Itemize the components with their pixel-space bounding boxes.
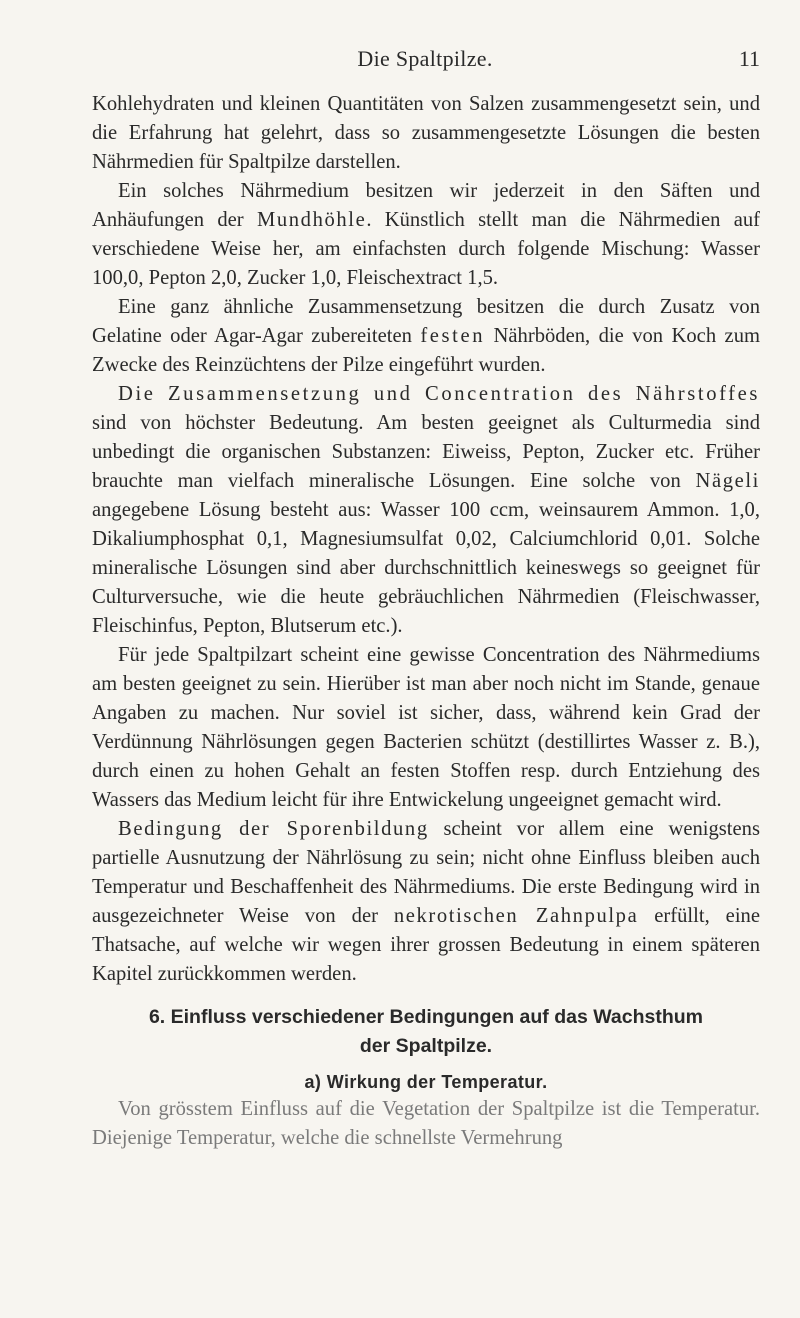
emphasis-sporenbildung: Bedingung der Sporenbildung [118,818,429,840]
paragraph-6-text-d: erfüllt, eine Thatsache, auf welche wir wegen ihrer grossen Bedeutung in einem späteren Kapitel zurückkommen werden. [92,905,760,985]
paragraph-4-text-d: angegebene Lösung besteht aus: Wasser 100 ccm, weinsaurem Ammon. 1,0, Dikaliumphosphat 0,1, Magnesiumsulfat 0,02, Calciumchlorid 0,01. Solche mineralische Lösungen sind aber durchschnittlich keineswegs so geeignet für Culturversuche, wie die heute gebräuchlichen Nährmedien (Fleischwasser, Fleischinfus, Pepton, Blutserum etc.). [92,499,760,637]
paragraph-6 [92,815,760,989]
paragraph-2-text-a: Ein solches Nährmedium besitzen wir jederzeit in den Säften und Anhäufungen der [92,180,760,231]
paragraph-2-text-c: . Künstlich stellt man die Nährmedien auf verschiedene Weise her, am einfachsten durch folgende Mischung: Wasser 100,0, Pepton 2,0, Zucker 1,0, Fleischextract 1,5. [92,209,761,289]
sub-heading: a) Wirkung der Temperatur. [304,1072,548,1092]
page-number: 11 [738,46,760,71]
section-heading-line-1: 6. Einfluss verschiedener Bedingungen auf das Wachsthum [148,1006,704,1028]
paragraph-4-text-b: sind von höchster Bedeutung. Am besten geeignet als Culturmedia sind unbedingt die organischen Substanzen: Eiweiss, Pepton, Zucker etc. Früher brauchte man vielfach mineralische Lösungen. Eine solche von [92,412,760,492]
paragraph-7: Von grösstem Einfluss auf die Vegetation der Spaltpilze ist die Temperatur. Diejenige Temperatur, welche die schnellste Vermehrung [92,1098,760,1149]
emphasis-naegeli: Nägeli [695,470,760,492]
page-header [90,44,760,76]
paragraph-6-text-b: scheint vor allem eine wenigstens partielle Ausnutzung der Nährlösung zu sein; nicht ohne Einfluss bleiben auch Temperatur und Beschaffenheit des Nährmediums. Die erste Bedingung wird in ausgezeichneter Weise von der [92,818,760,927]
emphasis-zahnpulpa: nekrotischen Zahnpulpa [393,905,639,927]
section-heading-line-2: der Spaltpilze. [359,1035,493,1057]
paragraph-1: Kohlehydraten und kleinen Quantitäten von Salzen zusammengesetzt sein, und die Erfahrung hat gelehrt, dass so zusammengesetzte Lösungen die besten Nährmedien für Spaltpilze darstellen. [92,93,760,173]
paragraph-3 [92,293,760,380]
emphasis-mundhoehle: Mundhöhle [256,209,367,231]
paragraph-2 [92,177,760,293]
paragraph-5: Für jede Spaltpilzart scheint eine gewisse Concentration des Nährmediums am besten geeignet zu sein. Hierüber ist man aber noch nicht im Stande, genaue Angaben zu machen. Nur soviel ist sicher, dass, während kein Grad der Verdünnung Nährlösungen gegen Bacterien schützt (destillirtes Wasser z. B.), durch einen zu hohen Gehalt an festen Stoffen resp. durch Entziehung des Wassers das Medium leicht für ihre Entwickelung ungeeignet gemacht wird. [92,644,760,811]
emphasis-festen: festen [420,325,486,347]
emphasis-zusammensetzung: Die Zusammensetzung und Concentration des Nährstoffes [118,383,760,405]
running-title: Die Spaltpilze. [357,46,493,71]
section-heading [92,1003,760,1061]
body-text [92,90,760,1153]
paragraph-4 [92,380,760,641]
paragraph-3-text-a: Eine ganz ähnliche Zusammensetzung besitzen die durch Zusatz von Gelatine oder Agar-Agar zubereiteten [92,296,760,347]
paragraph-3-text-c: Nährböden, die von Koch zum Zwecke des Reinzüchtens der Pilze eingeführt wurden. [92,325,761,376]
